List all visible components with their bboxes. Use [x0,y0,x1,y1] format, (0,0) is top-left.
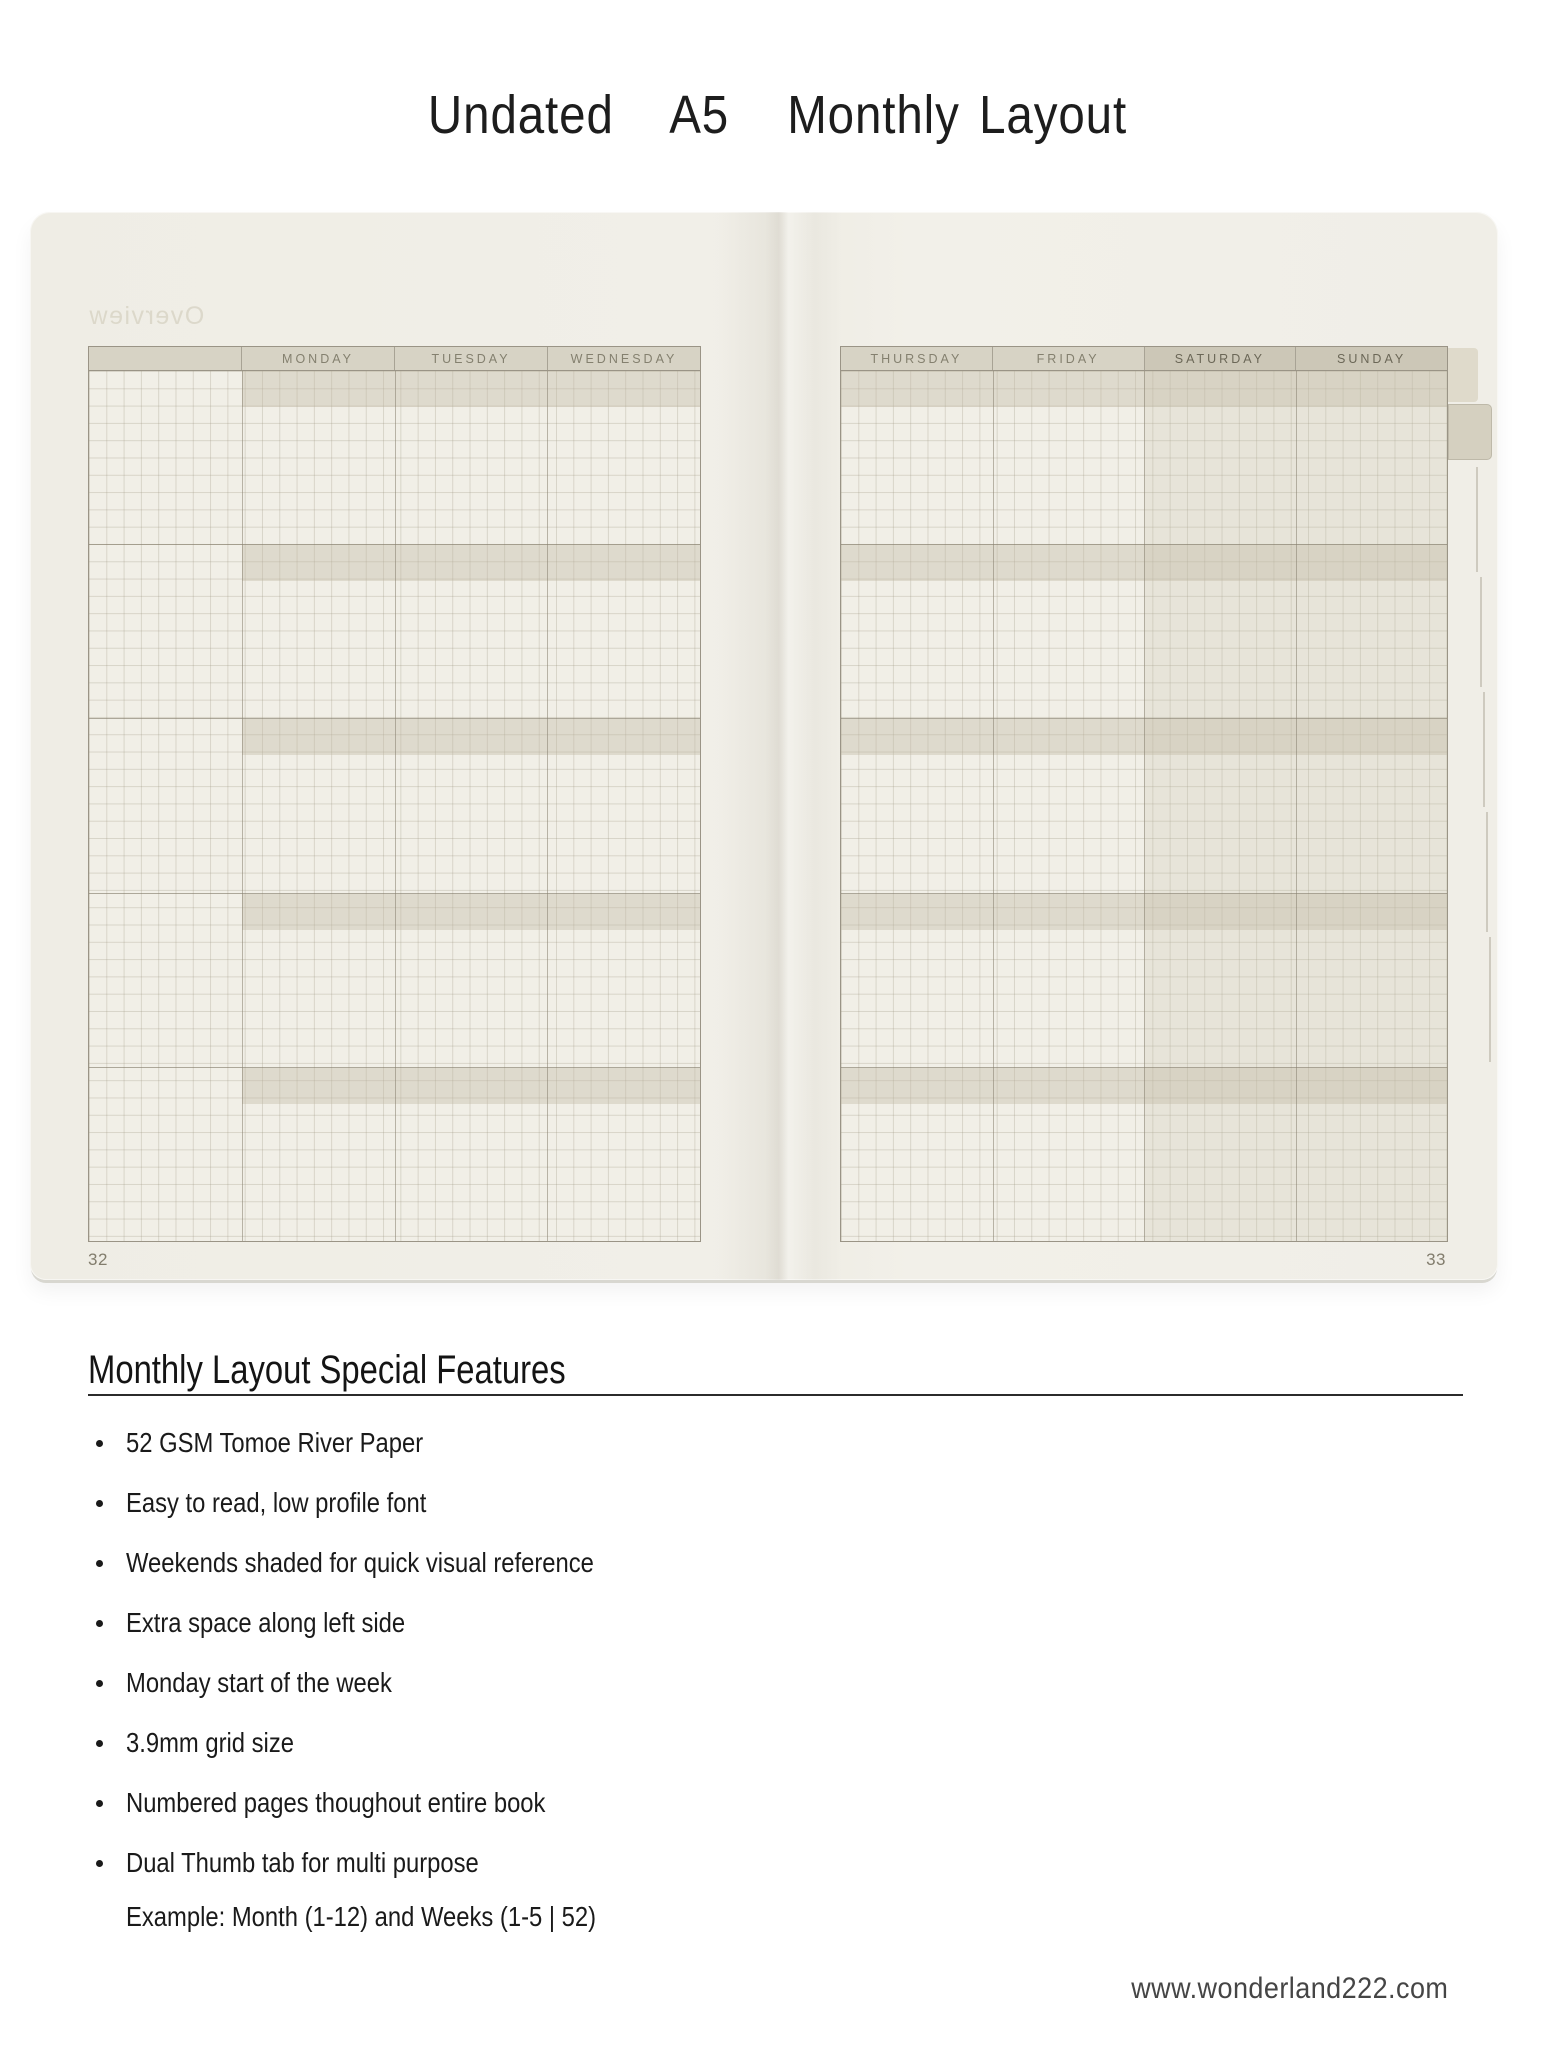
bullet-icon [96,1800,103,1807]
column-divider [395,371,396,1241]
day-header-blank [89,347,241,370]
column-divider [1144,371,1145,1241]
left-day-header-row [89,347,700,371]
right-day-header-row [841,347,1447,371]
feature-item [88,1426,1088,1460]
week-label-band [242,371,700,407]
feature-item [88,1546,1088,1580]
feature-item [88,1786,1088,1820]
bullet-icon [96,1440,103,1447]
feature-text: Extra space along left side [126,1607,406,1638]
column-divider [547,371,548,1241]
bullet-icon [96,1860,103,1867]
day-header-thursday: THURSDAY [870,351,963,366]
page-edge-step [1489,937,1491,1062]
feature-text: Easy to read, low profile font [126,1487,427,1518]
week-label-band [242,894,700,930]
page-number-left: 32 [88,1250,108,1269]
bullet-icon [96,1740,103,1747]
feature-item [88,1666,1088,1700]
feature-text: 52 GSM Tomoe River Paper [126,1427,424,1458]
day-header-wednesday: WEDNESDAY [547,347,700,370]
week-label-band [242,1068,700,1104]
column-divider [1296,371,1297,1241]
feature-text: 3.9mm grid size [126,1727,294,1758]
left-page-table [88,346,701,1242]
feature-text: Numbered pages thoughout entire book [126,1787,546,1818]
thumb-tab-lower [1448,404,1492,460]
thumb-tab-upper [1448,348,1478,402]
column-divider [242,371,243,1241]
features-heading: Monthly Layout Special Features [88,1348,566,1392]
page-edge-step [1483,692,1485,807]
week-label-band [242,545,700,581]
right-page-table [840,346,1448,1242]
feature-text: Monday start of the week [126,1667,392,1698]
heading-underline [88,1394,1463,1396]
feature-item [88,1846,1088,1934]
bullet-icon [96,1500,103,1507]
bullet-icon [96,1620,103,1627]
page-title: Undated A5 Monthly Layout [427,85,1128,145]
day-header-tuesday: TUESDAY [394,347,547,370]
features-list [88,1426,1088,1960]
page-edge-step [1480,577,1482,687]
footer-url: www.wonderland222.com [1130,1972,1448,2005]
day-header-monday: MONDAY [241,347,394,370]
right-page-grid [841,371,1447,1241]
day-header-saturday: SATURDAY [1144,347,1296,370]
spine-gutter [718,212,842,1280]
column-divider [993,371,994,1241]
day-header-friday: FRIDAY [992,347,1144,370]
page-edge-step [1486,812,1488,932]
feature-item [88,1606,1088,1640]
notebook-spread [30,212,1498,1280]
feature-text: Dual Thumb tab for multi purpose [126,1847,479,1878]
feature-text: Weekends shaded for quick visual reference [126,1547,594,1578]
feature-item [88,1726,1088,1760]
page-number-right: 33 [1426,1250,1446,1269]
page-edge-step [1476,467,1478,572]
day-header-sunday: SUNDAY [1295,347,1447,370]
left-page-grid [89,371,700,1241]
bullet-icon [96,1680,103,1687]
feature-item [88,1486,1088,1520]
bullet-icon [96,1560,103,1567]
week-label-band [242,719,700,755]
feature-example-line: Example: Month (1-12) and Weeks (1-5 | 52) [126,1901,597,1932]
ghost-overview-text: Overview [88,302,205,330]
